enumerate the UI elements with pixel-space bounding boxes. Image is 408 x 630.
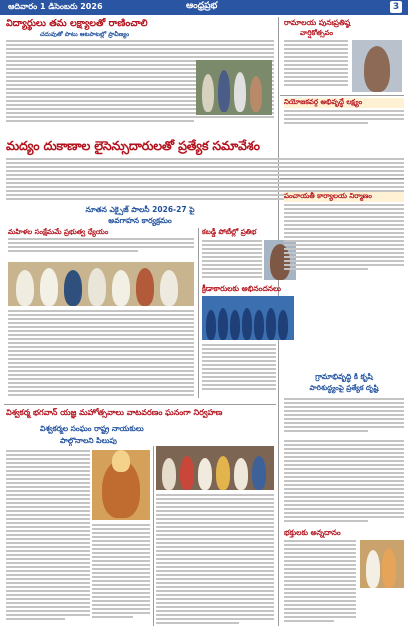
event-crowd-photo xyxy=(156,446,274,490)
bottom-right-photo xyxy=(360,540,404,588)
left-second-subhead: అవగాహన కార్యక్రమం xyxy=(108,216,172,225)
left-second-headline: నూతన ఎక్సైజ్ పాలసీ 2026-27 పై xyxy=(85,205,195,214)
page-number: 3 xyxy=(390,1,402,13)
top-story-subhead: చదువుతో పాటు ఆటపాటల్లో ప్రావీణ్యం xyxy=(40,31,130,38)
right-third-body xyxy=(284,204,404,274)
ceremony-caption xyxy=(92,524,150,624)
mid-left-box-headline: మహిళల సంక్షేమమే ప్రభుత్వ ధ్యేయం xyxy=(8,228,109,236)
bottom-left-body xyxy=(6,450,90,626)
right-top-headline: రామాలయ పునఃప్రతిష్ఠ xyxy=(284,18,351,27)
right-second-headline: నియోజకవర్గ అభివృద్ధే లక్ష్యం xyxy=(284,98,404,108)
right-fourth-headline: గ్రామాభివృద్ధి కి కృషి xyxy=(315,372,373,381)
ceremony-photo xyxy=(92,450,150,520)
bottom-right-headline: భక్తులకు అన్నదానం xyxy=(284,528,341,537)
bottom-left-subhead: పాల్గొనాలని పిలుపు xyxy=(60,436,117,445)
right-top-photo xyxy=(352,40,402,92)
newspaper-name: ఆంధ్రప్రభ xyxy=(186,1,218,11)
bottom-center-body xyxy=(156,494,274,626)
bottom-left-headline: విశ్వకర్మల సంఘం రాష్ట్ర నాయకులు xyxy=(40,424,144,433)
top-story-photo xyxy=(196,60,272,115)
main-headline: మద్యం దుకాణాల లైసెన్సుదారులతో ప్రత్యేక సమావేశం xyxy=(6,138,260,153)
mid-right-top-body xyxy=(202,240,262,280)
team-photo xyxy=(202,296,294,340)
bottom-right-body xyxy=(284,540,356,626)
top-story-headline: విద్యార్థులు తమ లక్ష్యాలతో రాణించాలి xyxy=(6,18,148,29)
mid-right-second-body xyxy=(202,344,276,396)
bottom-right-top-body xyxy=(284,440,404,526)
right-fourth-body xyxy=(284,398,404,434)
mid-right-top-headline: కబడ్డీ పోటీల్లో ప్రతిభ xyxy=(202,228,257,236)
right-third-headline: పంచాయతీ కార్యాలయ నిర్మాణం xyxy=(284,192,404,202)
right-fourth-subhead: పారిశుద్ధ్యంపై ప్రత్యేక దృష్టి xyxy=(309,384,379,392)
meeting-photo xyxy=(8,262,194,306)
header-date: ఆదివారం 1 డిసెంబరు 2026 xyxy=(8,2,103,11)
right-second-body xyxy=(284,110,404,130)
page-header xyxy=(0,0,408,15)
mid-left-box-body xyxy=(8,238,194,260)
mid-right-second-headline: క్రీడాకారులకు అభినందనలు xyxy=(202,284,281,293)
bottom-banner-headline: విశ్వకర్మ భగవాన్ యజ్ఞ మహోత్సవాలు వాటవరణం ఘనంగా నిర్వహణ xyxy=(6,408,223,417)
right-top-subhead: వార్షికోత్సవం xyxy=(300,29,334,37)
right-top-body xyxy=(284,40,348,92)
left-second-body xyxy=(8,310,194,400)
